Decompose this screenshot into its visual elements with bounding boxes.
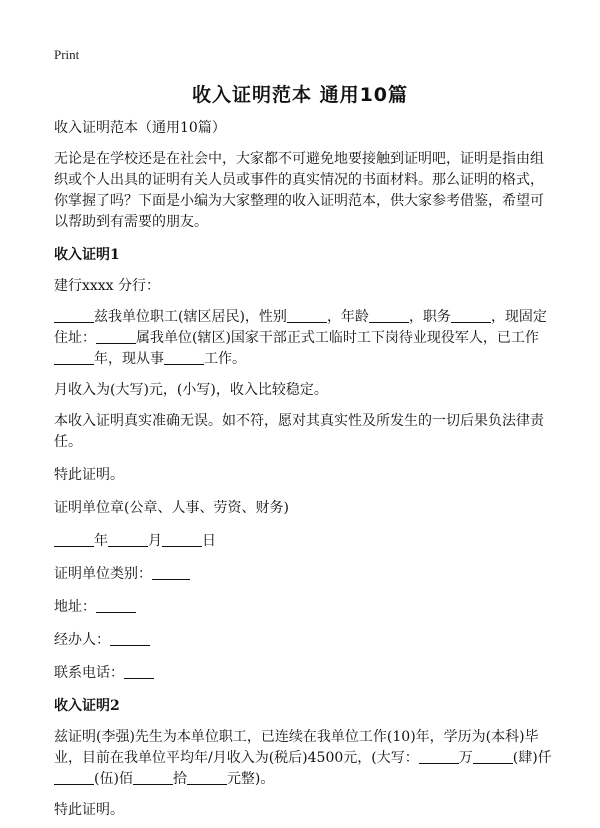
blank-field [369, 308, 409, 323]
blank-field [152, 565, 190, 580]
seal-line: 证明单位章(公章、人事、劳资、财务) [54, 500, 289, 516]
blank-field [96, 329, 136, 344]
body-text: (肆)仟 [512, 750, 552, 766]
body-text: 拾 [172, 771, 187, 787]
handler-label: 经办人： [54, 632, 110, 648]
document-subtitle: 收入证明范本（通用10篇） [54, 120, 226, 136]
body-text: ，年龄 [326, 309, 369, 325]
print-link[interactable]: Print [54, 47, 80, 62]
body-text: 属我单位(辖区)国家干部正式工临时工下岗待业现役军人，已工作 [136, 330, 539, 346]
unit-type-line [54, 564, 554, 585]
section-heading-1: 收入证明1 [54, 247, 120, 263]
unit-type-label: 证明单位类别： [54, 566, 152, 582]
blank-field [187, 770, 227, 785]
body-text: 兹我单位职工(辖区居民)，性别 [94, 309, 287, 325]
address-label: 地址： [54, 599, 96, 615]
body-text: 兹证明(李强)先生为本单位职工，已连续在我单位工作(10)年，学历为(本科)毕业，目前在我单位平均年/月收入为(税后)4500元，(大写： [54, 729, 539, 766]
blank-field [110, 631, 150, 646]
blank-field [419, 749, 459, 764]
phone-line [54, 663, 554, 684]
handler-line [54, 630, 554, 651]
body-text: 元整)。 [226, 771, 275, 787]
date-day-label: 日 [202, 533, 216, 549]
date-month-label: 月 [148, 533, 162, 549]
certificate-body-1 [54, 307, 554, 370]
body-text: ，职务 [408, 309, 451, 325]
blank-field [54, 308, 94, 323]
blank-field [96, 598, 136, 613]
phone-label: 联系电话： [54, 665, 124, 681]
blank-field [164, 350, 204, 365]
blank-field [54, 350, 94, 365]
address-line [54, 597, 554, 618]
salutation: 建行xxxx 分行： [54, 278, 161, 294]
body-text: (伍)佰 [94, 771, 133, 787]
closing-text-2: 特此证明。 [54, 802, 124, 818]
document-body [54, 118, 554, 821]
guarantee-text: 本收入证明真实准确无误。如不符，愿对其真实性及所发生的一切后果负法律责任。 [54, 413, 544, 450]
blank-field [133, 770, 173, 785]
blank-field [54, 770, 94, 785]
blank-field [54, 532, 94, 547]
closing-text-1: 特此证明。 [54, 467, 124, 483]
blank-field [287, 308, 327, 323]
blank-field [451, 308, 491, 323]
blank-field [162, 532, 202, 547]
certificate-body-2 [54, 727, 554, 790]
body-text: 万 [458, 750, 473, 766]
income-line: 月收入为(大写)元，(小写)，收入比较稳定。 [54, 382, 328, 398]
intro-paragraph: 无论是在学校还是在社会中，大家都不可避免地要接触到证明吧，证明是指由组织或个人出具的证明有关人员或事件的真实情况的书面材料。那么证明的格式，你掌握了吗？下面是小编为大家整理的收入证明范本，供大家参考借鉴，希望可以帮助到有需要的朋友。 [54, 151, 544, 230]
page-title: 收入证明范本 通用10篇 [191, 84, 409, 106]
section-heading-2: 收入证明2 [54, 698, 120, 714]
date-year-label: 年 [94, 533, 108, 549]
body-text: ，现固定住址： [54, 309, 547, 346]
blank-field [124, 664, 154, 679]
body-text: 工作。 [204, 351, 246, 367]
date-line [54, 531, 554, 552]
body-text: 年，现从事 [94, 351, 164, 367]
blank-field [473, 749, 513, 764]
blank-field [108, 532, 148, 547]
